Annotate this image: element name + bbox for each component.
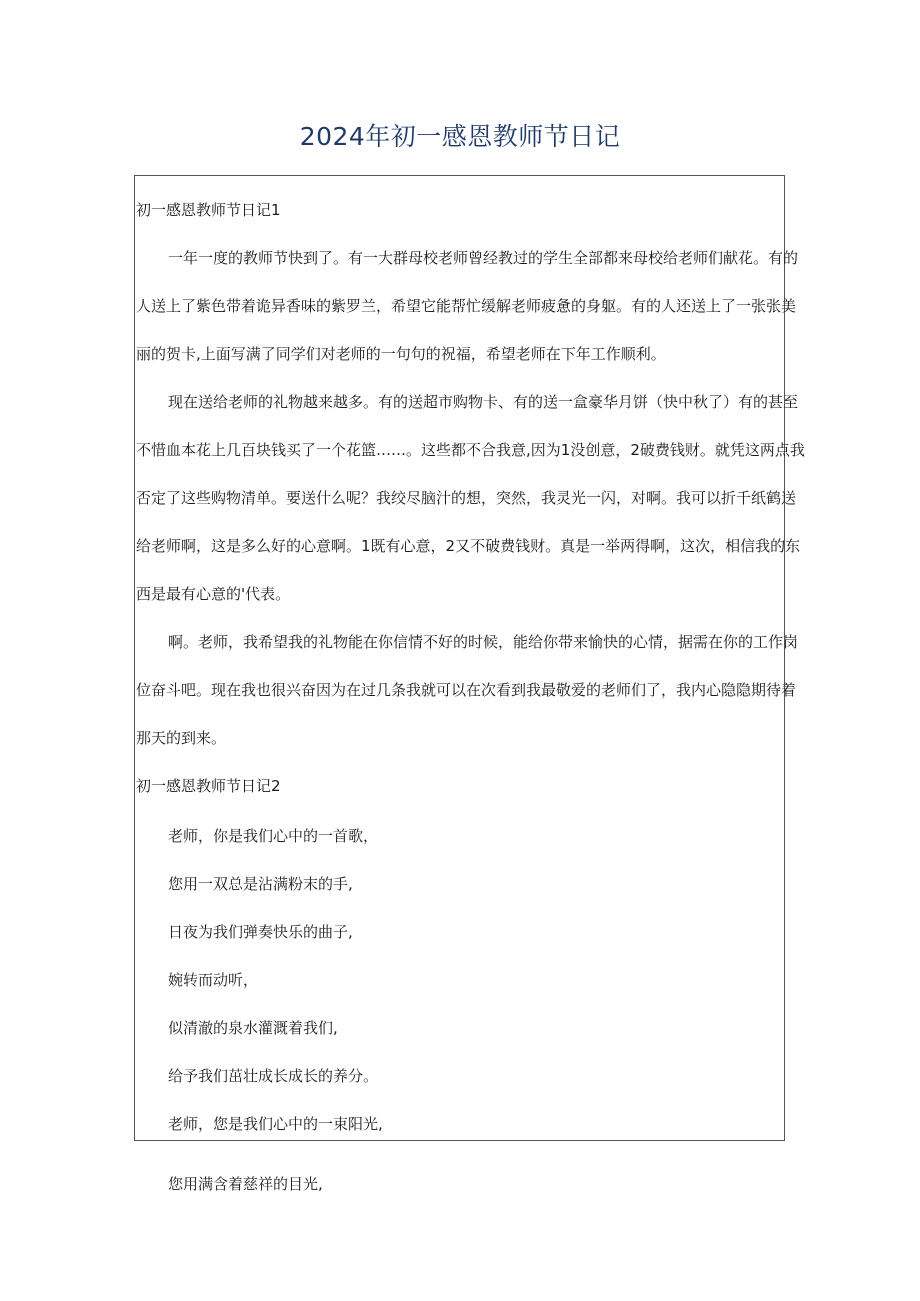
poem-line: 似清澈的泉水灌溉着我们, <box>168 1019 338 1037</box>
diary1-p3-line2: 位奋斗吧。现在我也很兴奋因为在过几条我就可以在次看到我最敬爱的老师们了，我内心隐隐期待着 <box>136 681 797 699</box>
page-title: 2024年初一感恩教师节日记 <box>299 122 621 151</box>
diary1-p1-line3: 丽的贺卡,上面写满了同学们对老师的一句句的祝福，希望老师在下年工作顺利。 <box>136 345 666 363</box>
poem-line: 日夜为我们弹奏快乐的曲子, <box>168 923 353 941</box>
poem-line-continued: 您用满含着慈祥的目光, <box>168 1175 323 1193</box>
poem-line: 给予我们茁壮成长成长的养分。 <box>168 1067 379 1085</box>
diary1-p2-line1: 现在送给老师的礼物越来越多。有的送超市购物卡、有的送一盒豪华月饼（快中秋了）有的甚至 <box>168 393 799 411</box>
diary1-p3-line3: 那天的到来。 <box>136 729 227 747</box>
diary1-p2-line2: 不惜血本花上几百块钱买了一个花篮……。这些都不合我意,因为1没创意，2破费钱财。就凭这两点我 <box>136 441 805 459</box>
poem-line: 老师，您是我们心中的一束阳光, <box>168 1115 383 1133</box>
poem-line: 您用一双总是沾满粉末的手, <box>168 875 353 893</box>
poem-line: 婉转而动听， <box>168 971 259 989</box>
diary1-p2-line5: 西是最有心意的'代表。 <box>136 585 291 603</box>
diary1-p1-line2: 人送上了紫色带着诡异香味的紫罗兰，希望它能帮忙缓解老师疲惫的身躯。有的人还送上了一张张美 <box>136 297 797 315</box>
poem-line: 老师，你是我们心中的一首歌， <box>168 827 379 845</box>
diary1-p3-line1: 啊。老师，我希望我的礼物能在你信情不好的时候，能给你带来愉快的心情，据需在你的工作岗 <box>168 633 799 651</box>
diary1-p2-line3: 否定了这些购物清单。要送什么呢？我绞尽脑汁的想，突然，我灵光一闪，对啊。我可以折千纸鹤送 <box>136 489 797 507</box>
diary1-p1-line1: 一年一度的教师节快到了。有一大群母校老师曾经教过的学生全部都来母校给老师们献花。有的 <box>168 249 799 267</box>
content-frame <box>134 175 805 1141</box>
diary2-heading: 初一感恩教师节日记2 <box>136 777 281 795</box>
diary1-heading: 初一感恩教师节日记1 <box>136 201 281 219</box>
diary1-p2-line4: 给老师啊，这是多么好的心意啊。1既有心意，2又不破费钱财。真是一举两得啊，这次，相信我的东 <box>136 537 801 555</box>
